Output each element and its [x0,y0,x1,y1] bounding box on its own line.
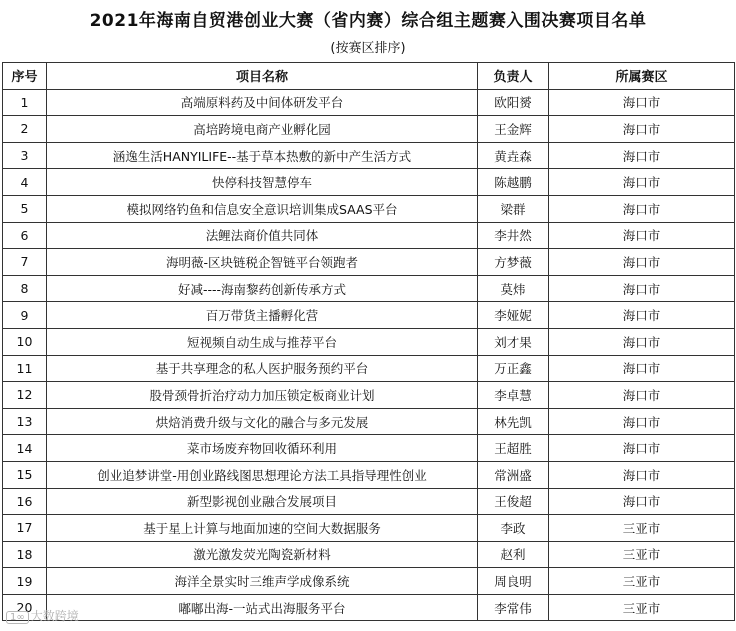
row-index: 11 [3,355,47,382]
row-leader: 万正鑫 [478,355,549,382]
row-index: 10 [3,328,47,355]
row-region: 三亚市 [549,568,735,595]
row-leader: 莫炜 [478,275,549,302]
row-leader: 常洲盛 [478,461,549,488]
watermark-text: 大数跨境 [30,609,79,623]
row-project-name: 基于共享理念的私人医护服务预约平台 [47,355,478,382]
row-leader: 林先凯 [478,408,549,435]
row-project-name: 快停科技智慧停车 [47,169,478,196]
row-project-name: 高端原料药及中间体研发平台 [47,89,478,116]
table-row [3,382,735,409]
row-region: 海口市 [549,249,735,276]
table-row [3,568,735,595]
table-row [3,594,735,621]
row-region: 海口市 [549,461,735,488]
row-region: 海口市 [549,222,735,249]
table-row [3,408,735,435]
row-leader: 王俊超 [478,488,549,515]
row-region: 海口市 [549,89,735,116]
row-index: 12 [3,382,47,409]
table-row [3,195,735,222]
row-project-name: 海明薇-区块链税企智链平台领跑者 [47,249,478,276]
row-project-name: 模拟网络钓鱼和信息安全意识培训集成SAAS平台 [47,195,478,222]
row-project-name: 基于星上计算与地面加速的空间大数据服务 [47,515,478,542]
row-index: 4 [3,169,47,196]
table-header-row [3,63,735,90]
table-row [3,355,735,382]
row-index: 18 [3,541,47,568]
row-index: 8 [3,275,47,302]
row-region: 海口市 [549,275,735,302]
row-leader: 李政 [478,515,549,542]
row-region: 海口市 [549,382,735,409]
header-region: 所属赛区 [549,63,735,90]
row-project-name: 激光激发荧光陶瓷新材料 [47,541,478,568]
table-row [3,249,735,276]
row-leader: 李卓慧 [478,382,549,409]
row-project-name: 百万带货主播孵化营 [47,302,478,329]
table-row [3,302,735,329]
row-index: 5 [3,195,47,222]
table-row [3,116,735,143]
row-index: 2 [3,116,47,143]
row-index: 17 [3,515,47,542]
row-leader: 刘才果 [478,328,549,355]
row-project-name: 好减----海南黎药创新传承方式 [47,275,478,302]
row-region: 海口市 [549,195,735,222]
row-project-name: 法鲤法商价值共同体 [47,222,478,249]
header-leader: 负责人 [478,63,549,90]
finalist-table [2,62,735,621]
row-region: 海口市 [549,435,735,462]
row-project-name: 创业追梦讲堂-用创业路线图思想理论方法工具指导理性创业 [47,461,478,488]
page-subtitle: (按赛区排序) [330,41,406,56]
row-region: 海口市 [549,142,735,169]
row-index: 20 [3,594,47,621]
row-region: 海口市 [549,116,735,143]
table-row [3,541,735,568]
row-leader: 李井然 [478,222,549,249]
row-index: 13 [3,408,47,435]
row-project-name: 短视频自动生成与推荐平台 [47,328,478,355]
row-project-name: 高培跨境电商产业孵化园 [47,116,478,143]
row-index: 14 [3,435,47,462]
row-index: 1 [3,89,47,116]
row-leader: 李常伟 [478,594,549,621]
row-project-name: 嘟嘟出海-一站式出海服务平台 [47,594,478,621]
table-row [3,142,735,169]
row-region: 海口市 [549,488,735,515]
table-row [3,488,735,515]
row-index: 19 [3,568,47,595]
row-region: 海口市 [549,408,735,435]
row-project-name: 海洋全景实时三维声学成像系统 [47,568,478,595]
row-leader: 梁群 [478,195,549,222]
table-row [3,328,735,355]
row-leader: 陈越鹏 [478,169,549,196]
table-row [3,515,735,542]
row-leader: 王超胜 [478,435,549,462]
row-region: 三亚市 [549,515,735,542]
table-row [3,461,735,488]
row-index: 7 [3,249,47,276]
row-region: 三亚市 [549,594,735,621]
row-region: 三亚市 [549,541,735,568]
row-leader: 赵利 [478,541,549,568]
table-row [3,169,735,196]
page-title: 2021年海南自贸港创业大赛（省内赛）综合组主题赛入围决赛项目名单 [89,11,647,31]
row-project-name: 股骨颈骨折治疗动力加压锁定板商业计划 [47,382,478,409]
watermark [6,607,79,624]
header-index: 序号 [3,63,47,90]
row-region: 海口市 [549,302,735,329]
row-project-name: 烘焙消费升级与文化的融合与多元发展 [47,408,478,435]
watermark-logo: 1∞ [6,611,29,624]
row-leader: 欧阳赟 [478,89,549,116]
row-leader: 黄垚森 [478,142,549,169]
row-project-name: 涵逸生活HANYILIFE--基于草本热敷的新中产生活方式 [47,142,478,169]
row-index: 16 [3,488,47,515]
header-project-name: 项目名称 [47,63,478,90]
row-region: 海口市 [549,328,735,355]
table-row [3,275,735,302]
row-index: 15 [3,461,47,488]
row-leader: 李娅妮 [478,302,549,329]
row-index: 6 [3,222,47,249]
row-project-name: 新型影视创业融合发展项目 [47,488,478,515]
table-row [3,89,735,116]
row-project-name: 菜市场废弃物回收循环利用 [47,435,478,462]
row-leader: 方梦薇 [478,249,549,276]
row-region: 海口市 [549,169,735,196]
row-index: 9 [3,302,47,329]
row-leader: 王金辉 [478,116,549,143]
table-row [3,435,735,462]
row-index: 3 [3,142,47,169]
table-row [3,222,735,249]
row-leader: 周良明 [478,568,549,595]
row-region: 海口市 [549,355,735,382]
